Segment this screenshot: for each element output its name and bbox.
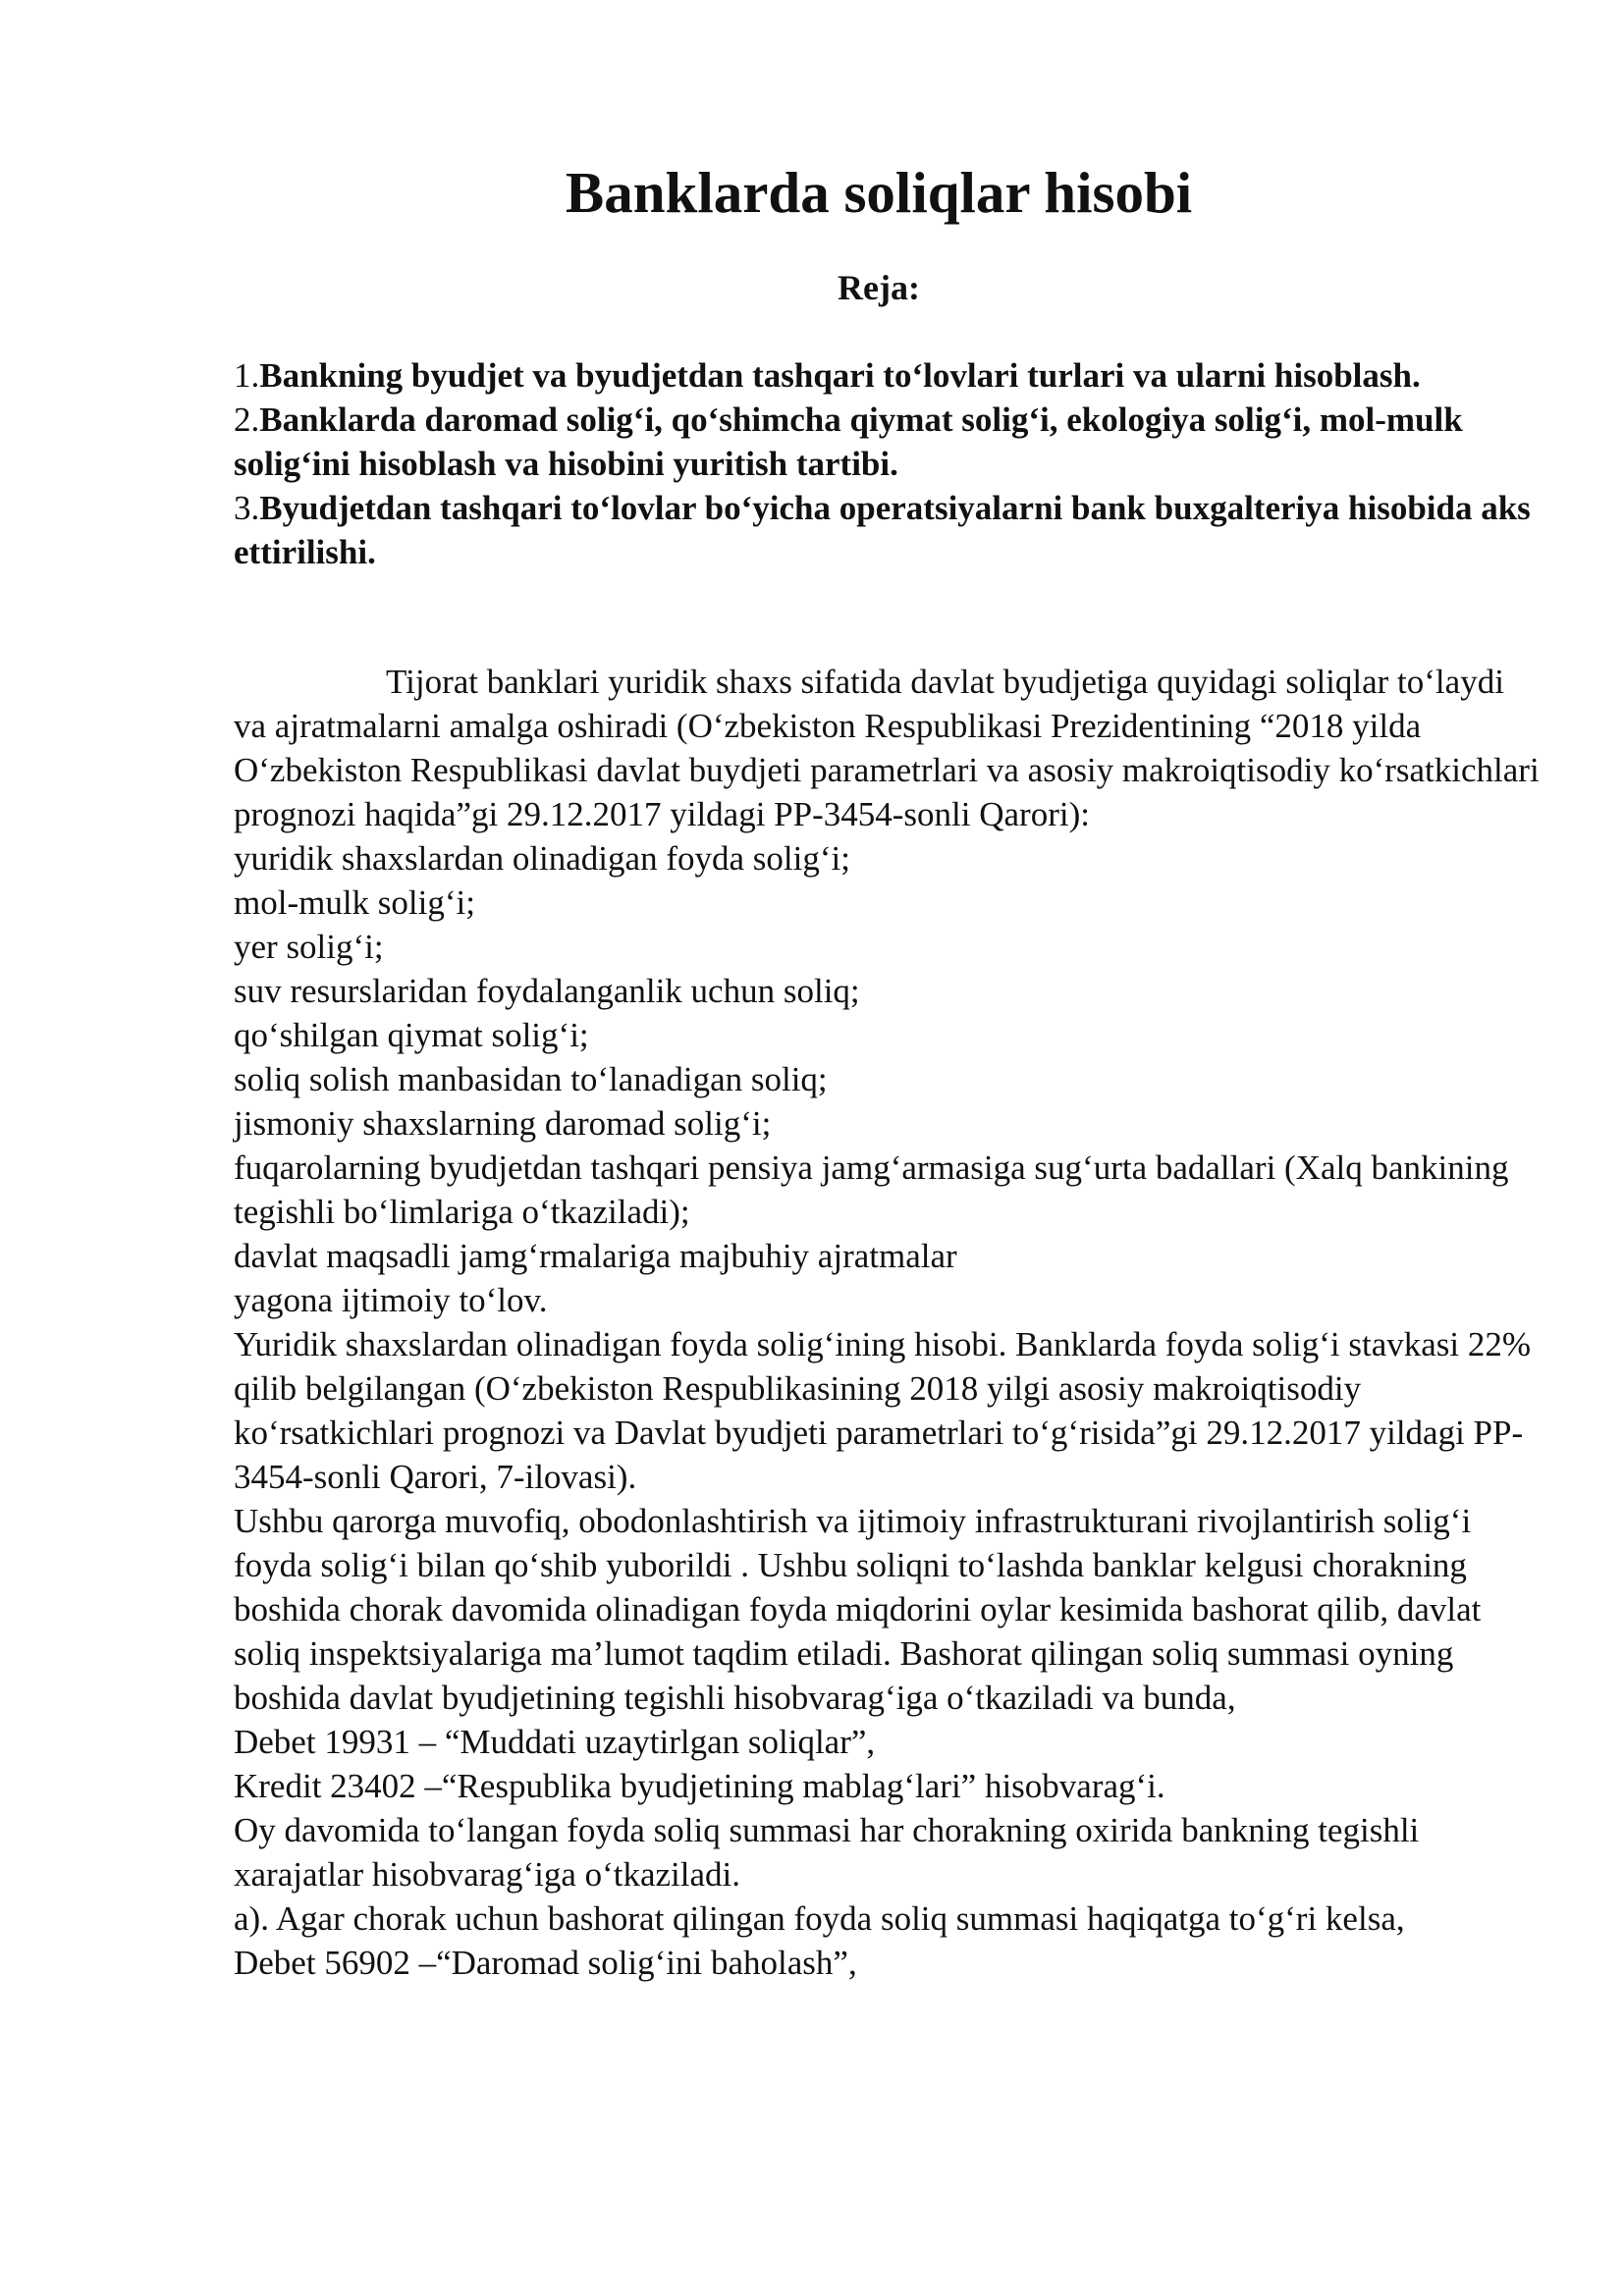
intro-paragraph: Tijorat banklari yuridik shaxs sifatida davlat byudjetiga quyidagi soliqlar to‘laydi va ajratmalarni amalga oshiradi (O‘zbekiston Respublikasi Prezidentining “2018 yilda O‘zbekiston Respublikasi davlat buydjeti parametrlari va asosiy makroiqtisodiy ko‘rsatkichlari prognozi haqida”gi 29.12.2017 yildagi PP-3454-sonli Qarori): [234, 663, 1540, 833]
plan-item [234, 353, 1540, 398]
tax-list-item: yuridik shaxslardan olinadigan foyda solig‘i; [234, 839, 850, 878]
tax-list-item: suv resurslaridan foydalanganlik uchun soliq; [234, 972, 860, 1010]
plan-item-text: Bankning byudjet va byudjetdan tashqari to‘lovlari turlari va ularni hisoblash. [259, 356, 1421, 395]
tax-list-item: fuqarolarning byudjetdan tashqari pensiya jamg‘armasiga sug‘urta badallari (Xalq bankining tegishli bo‘limlariga o‘tkaziladi); [234, 1148, 1509, 1231]
body-paragraph: Yuridik shaxslardan olinadigan foyda solig‘ining hisobi. Banklarda foyda solig‘i stavkasi 22% qilib belgilangan (O‘zbekiston Respublikasining 2018 yilgi asosiy makroiqtisodiy ko‘rsatkichlari prognozi va Davlat byudjeti parametrlari to‘g‘risida”gi 29.12.2017 yildagi PP-3454-sonli Qarori, 7-ilovasi). [234, 1325, 1532, 1496]
plan-item-number: 3. [234, 489, 260, 527]
body-paragraph: a). Agar chorak uchun bashorat qilingan foyda soliq summasi haqiqatga to‘g‘ri kelsa, [234, 1899, 1405, 1938]
accounting-entry-debit: Debet 56902 –“Daromad solig‘ini baholash”, [234, 1944, 857, 1982]
plan-list [234, 353, 1540, 574]
plan-item-number: 1. [234, 356, 260, 395]
accounting-entry-credit: Kredit 23402 –“Respublika byudjetining mablag‘lari” hisobvarag‘i. [234, 1767, 1165, 1805]
tax-list-item: mol-mulk solig‘i; [234, 883, 475, 922]
tax-list-item: yer solig‘i; [234, 928, 384, 966]
plan-item-text: Byudjetdan tashqari to‘lovlar bo‘yicha operatsiyalarni bank buxgalteriya hisobida aks ettirilishi. [234, 489, 1531, 571]
tax-list-item: jismoniy shaxslarning daromad solig‘i; [234, 1104, 772, 1143]
body-paragraph: Oy davomida to‘langan foyda soliq summasi har chorakning oxirida bankning tegishli xarajatlar hisobvarag‘iga o‘tkaziladi. [234, 1811, 1420, 1894]
body-paragraph: Ushbu qarorga muvofiq, obodonlashtirish va ijtimoiy infrastrukturani rivojlantirish solig‘i foyda solig‘i bilan qo‘shib yuborildi . Ushbu soliqni to‘lashda banklar kelgusi chorakning boshida chorak davomida olinadigan foyda miqdorini oylar kesimida bashorat qilib, davlat soliq inspektsiyalariga ma’lumot taqdim etiladi. Bashorat qilingan soliq summasi oyning boshida davlat byudjetining tegishli hisobvarag‘iga o‘tkaziladi va bunda, [234, 1502, 1482, 1717]
plan-heading: Reja: [838, 268, 920, 307]
tax-list-item: soliq solish manbasidan to‘lanadigan soliq; [234, 1060, 828, 1098]
document-title: Banklarda soliqlar hisobi [565, 160, 1193, 225]
plan-item-number: 2. [234, 400, 260, 439]
tax-list-item: yagona ijtimoiy to‘lov. [234, 1281, 548, 1319]
document-body [234, 660, 1540, 1985]
tax-list-item: qo‘shilgan qiymat solig‘i; [234, 1016, 589, 1054]
plan-item [234, 486, 1540, 574]
accounting-entry-debit: Debet 19931 – “Muddati uzaytirlgan soliqlar”, [234, 1723, 876, 1761]
tax-list-item: davlat maqsadli jamg‘rmalariga majbuhiy ajratmalar [234, 1237, 957, 1275]
plan-item-text: Banklarda daromad solig‘i, qo‘shimcha qiymat solig‘i, ekologiya solig‘i, mol-mulk solig‘ini hisoblash va hisobini yuritish tartibi. [234, 400, 1463, 483]
plan-item [234, 398, 1540, 486]
